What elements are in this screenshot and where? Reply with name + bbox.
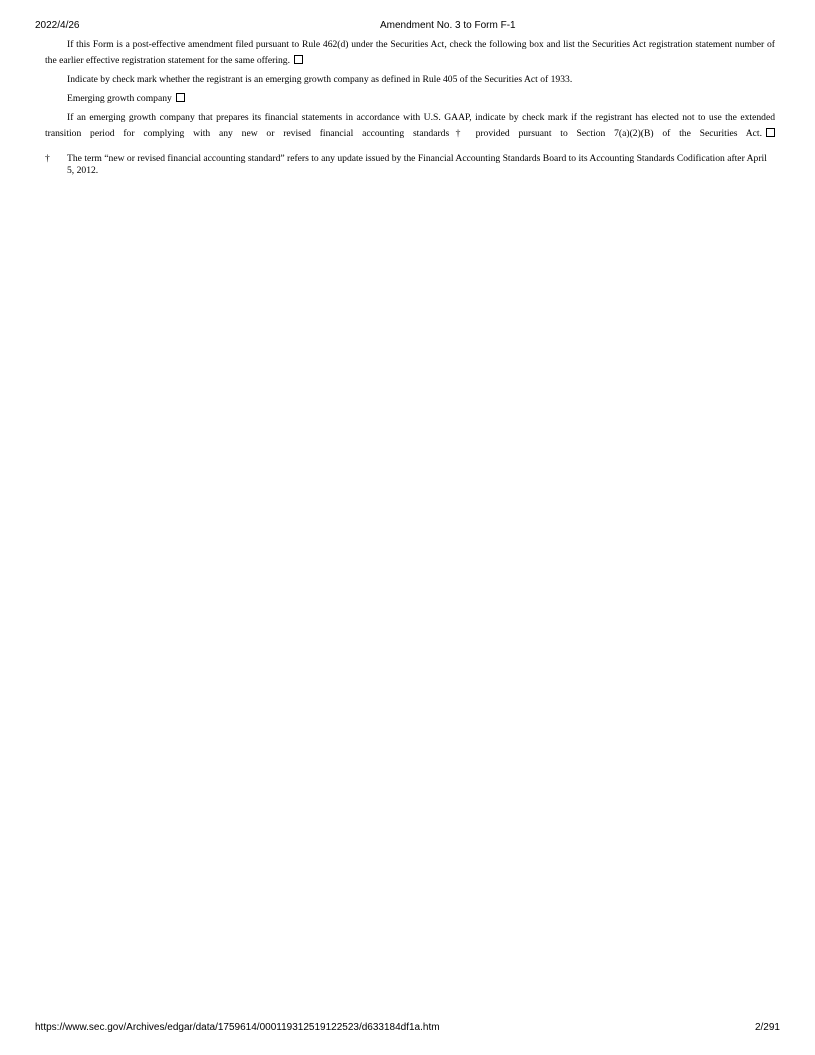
emerging-growth-question: Indicate by check mark whether the registrant is an emerging growth company as defined in Rule 405 of the Securities Act of 1933.: [67, 74, 573, 85]
footnote-text: The term “new or revised financial accounting standard” refers to any update issued by the Financial Accounting Standards Board to its Accounting Standards Codification after April 5, 2012.: [67, 153, 767, 176]
print-header: [35, 19, 780, 33]
print-date: 2022/4/26: [35, 20, 80, 31]
rule-462-checkbox[interactable]: [294, 55, 303, 64]
dagger-symbol: †: [45, 153, 50, 164]
rule-462-paragraph: [45, 37, 775, 69]
transition-period-text: If an emerging growth company that prepares its financial statements in accordance with U.S. GAAP, indicate by check mark if the registrant has elected not to use the extended transition period for complying with any new or revised financial accounting standards† provided pursuant to Section 7(a)(2)(B) of the Securities Act.: [45, 112, 775, 139]
form-content: [45, 37, 775, 177]
rule-462-text: If this Form is a post-effective amendment filed pursuant to Rule 462(d) under the Securities Act, check the following box and list the Securities Act registration statement number of the earlier effective registration statement for the same offering.: [45, 39, 775, 66]
emerging-growth-label: Emerging growth company: [67, 93, 172, 104]
transition-period-checkbox[interactable]: [766, 128, 775, 137]
source-url[interactable]: https://www.sec.gov/Archives/edgar/data/1759614/000119312519122523/d633184df1a.htm: [35, 1022, 440, 1033]
page-number: 2/291: [754, 1022, 780, 1033]
emerging-growth-row: [45, 91, 775, 107]
document-title: Amendment No. 3 to Form F-1: [380, 20, 516, 31]
print-footer: [35, 1021, 780, 1035]
emerging-growth-checkbox[interactable]: [176, 93, 185, 102]
footnote: [45, 153, 775, 177]
transition-period-paragraph: [45, 110, 775, 142]
